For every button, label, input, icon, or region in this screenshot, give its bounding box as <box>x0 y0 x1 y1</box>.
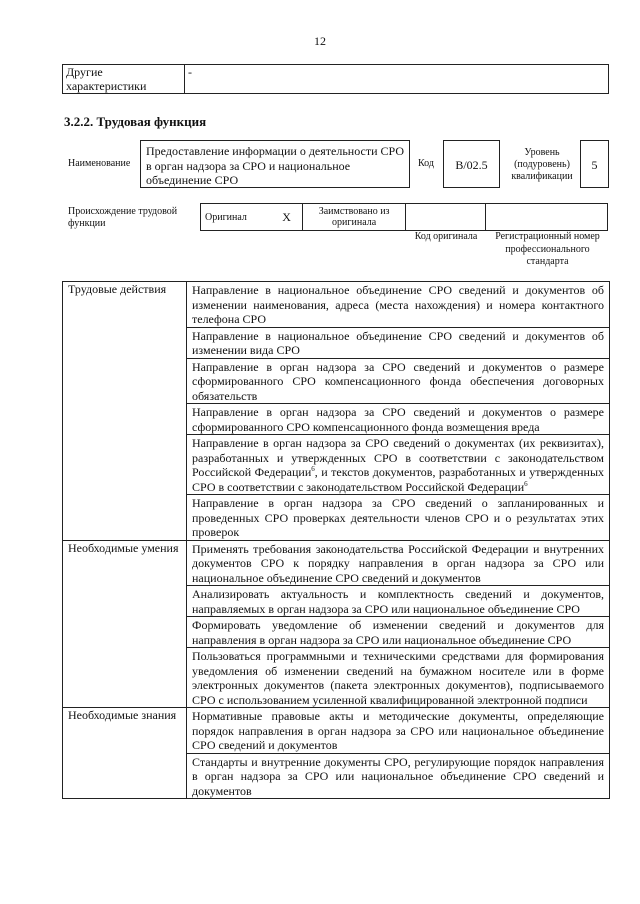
table-row <box>201 204 608 231</box>
labor-action-item: Направление в национальное объединение СРО сведений и документов об изменении наименования, адреса (места нахождения) и номера контактного телефона СРО <box>187 282 610 328</box>
caption-original-code: Код оригинала <box>414 231 478 242</box>
origin-table <box>200 203 608 231</box>
labor-action-item: Направление в орган надзора за СРО сведений и документов о размере сформированного СРО компенсационного фонда возмещения вреда <box>187 404 610 435</box>
skill-item: Формировать уведомление об изменении сведений и документов для направления в орган надзора за СРО или национальное объединение СРО <box>187 617 610 648</box>
name-label: Наименование <box>68 158 131 169</box>
original-label: Оригинал <box>201 204 272 231</box>
knowledge-item: Нормативные правовые акты и методические документы, определяющие порядок направления в орган надзора за СРО или национальное объединение СРО сведений и документов <box>187 708 610 754</box>
section-title: 3.2.2. Трудовая функция <box>64 114 207 129</box>
caption-registration-number: Регистрационный номер профессионального стандарта <box>495 231 600 267</box>
function-code: B/02.5 <box>443 140 500 188</box>
labor-action-item-continuation: , и текстов документов, разработанных и утвержденных СРО в соответствии с законодательством Российской Федерации <box>192 465 605 494</box>
function-name: Предоставление информации о деятельности СРО в орган надзора за СРО и национальное объединение СРО <box>140 140 410 188</box>
function-details-table <box>62 281 610 799</box>
table-row <box>63 282 610 328</box>
borrowed-label: Заимствовано из оригинала <box>302 204 406 231</box>
knowledge-label: Необходимые знания <box>63 708 187 799</box>
original-code-cell <box>406 204 486 231</box>
code-label: Код <box>418 158 434 169</box>
labor-action-item: Направление в орган надзора за СРО сведений и документов о размере сформированного СРО компенсационного фонда обеспечения договорных обязательств <box>187 358 610 404</box>
table-row <box>63 540 610 586</box>
labor-action-item: Направление в национальное объединение СРО сведений и документов об изменении вида СРО <box>187 327 610 358</box>
original-mark: X <box>272 204 303 231</box>
table-row <box>63 708 610 754</box>
other-characteristics-table <box>62 64 609 94</box>
origin-label: Происхождение трудовой функции <box>68 206 178 229</box>
footnote-mark: 6 <box>524 479 528 488</box>
labor-action-item: Направление в орган надзора за СРО сведений о запланированных и проведенных СРО проверках деятельности членов СРО и о результатах этих проверок <box>187 495 610 541</box>
page-number: 12 <box>314 34 326 48</box>
other-characteristics-value: - <box>185 65 609 94</box>
table-row <box>63 65 609 94</box>
skill-item: Применять требования законодательства Российской Федерации и внутренних документов СРО к порядку направления в орган надзора за СРО или национальное объединение СРО сведений и документов <box>187 540 610 586</box>
skill-item: Пользоваться программными и техническими средствами для формирования уведомления об изменении сведений на бумажном носителе или в форме электронных документов (пакета электронных документов), подписываемого СРО с использованием усиленной квалифицированной электронной подписи <box>187 648 610 708</box>
footnote-mark: 6 <box>311 465 315 473</box>
qualification-level: 5 <box>580 140 609 188</box>
registration-number-cell <box>486 204 608 231</box>
skill-item: Анализировать актуальность и комплектность сведений и документов, направляемых в орган надзора за СРО или национальное объединение СРО <box>187 586 610 617</box>
labor-actions-label: Трудовые действия <box>63 282 187 541</box>
level-label: Уровень (подуровень) квалификации <box>511 147 573 182</box>
other-characteristics-label: Другие характеристики <box>63 65 185 94</box>
labor-action-item-text: Направление в орган надзора за СРО сведений о документах (их реквизитах), разработанных и утвержденных СРО в соответствии с законодательством Российской Федерации <box>192 436 604 479</box>
labor-action-item-with-footnotes <box>187 435 610 495</box>
skills-label: Необходимые умения <box>63 540 187 708</box>
knowledge-item: Стандарты и внутренние документы СРО, регулирующие порядок направления в орган надзора за СРО или национальное объединение СРО сведений и документов <box>187 753 610 799</box>
